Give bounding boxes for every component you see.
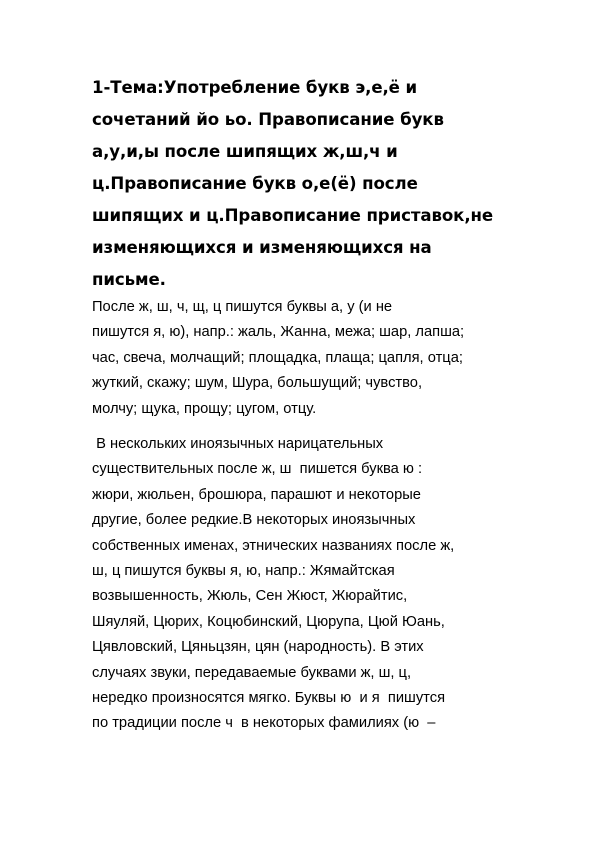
paragraph-line: В нескольких иноязычных нарицательных [92,436,384,452]
paragraph-line: нередко произносятся мягко. Буквы ю и я пишутся [92,690,446,707]
title-line: а,у,и,ы после шипящих ж,ш,ч и [92,142,398,161]
paragraph-line: Шяуляй, Цюрих, Коцюбинский, Цюрупа, Цюй Юань, [92,613,445,630]
title-line: письме. [92,270,166,289]
paragraph-line: После ж, ш, ч, щ, ц пишутся буквы а, у (и не [92,299,393,315]
title-line: изменяющихся и изменяющихся на [92,238,432,257]
title-line: ц.Правописание букв о,е(ё) после [92,174,418,193]
paragraph-line: час, свеча, молчащий; площадка, плаща; цапля, отца; [92,349,463,366]
title-line: шипящих и ц.Правописание приставок,не [92,206,494,225]
paragraph-line: ш, ц пишутся буквы я, ю, напр.: Жямайтская [92,563,395,580]
paragraph-line: случаях звуки, передаваемые буквами ж, ш, ц, [92,664,412,681]
paragraph-line: жуткий, скажу; шум, Шура, большущий; чувство, [92,375,423,392]
paragraph-line: по традиции после ч в некоторых фамилиях (ю – [92,715,436,732]
document-title [92,72,522,296]
paragraph-1 [92,295,532,422]
title-line: 1-Тема:Употребление букв э,е,ё и [92,78,418,97]
paragraph-line: пишутся я, ю), напр.: жаль, Жанна, межа; шар, лапша; [92,324,465,341]
paragraph-line: собственных именах, этнических названиях после ж, [92,537,455,554]
paragraph-line: другие, более редкие.В некоторых иноязычных [92,512,416,529]
paragraph-2 [92,432,532,737]
paragraph-line: жюри, жюльен, брошюра, парашют и некоторые [92,486,421,503]
paragraph-line: Цявловский, Цяньцзян, цян (народность). В этих [92,639,424,656]
paragraph-line: возвышенность, Жюль, Сен Жюст, Жюрайтис, [92,588,408,605]
title-line: сочетаний йо ьо. Правописание букв [92,110,444,129]
paragraph-line: существительных после ж, ш пишется буква ю : [92,461,423,478]
paragraph-line: молчу; щука, прощу; цугом, отцу. [92,400,317,417]
